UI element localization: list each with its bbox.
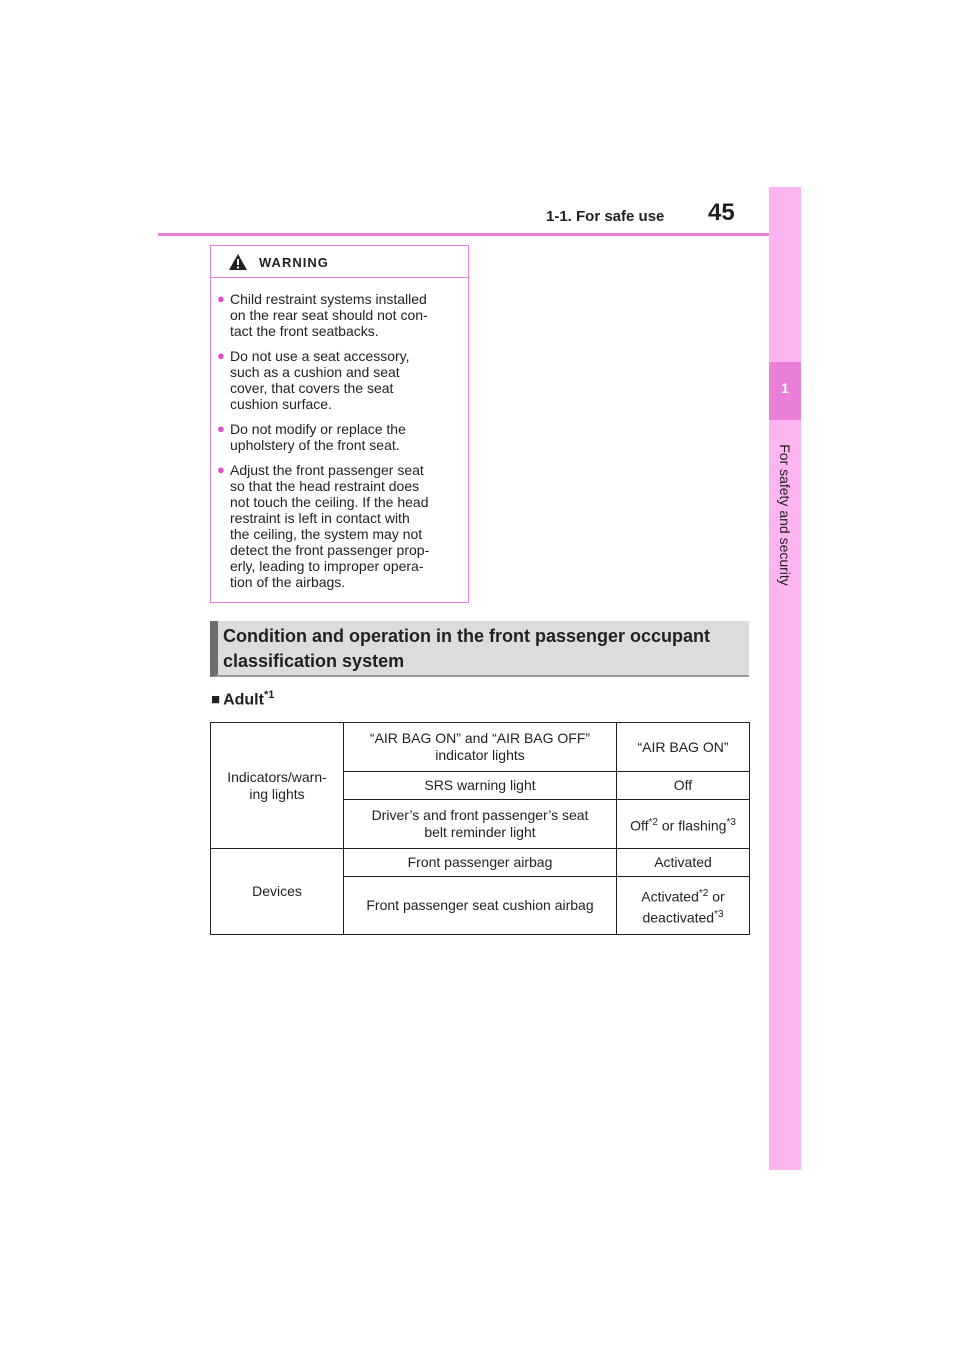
- warning-item: [217, 462, 460, 590]
- footnote-ref: *1: [263, 689, 275, 701]
- value-cell: Activated$^{*2}$ or deactivated$^{*3}$: [617, 877, 750, 935]
- subheading-label: Adult: [223, 691, 264, 709]
- value-text: or flashing: [657, 817, 727, 834]
- warning-item-text: Do not use a seat accessory, such as a cushion and seat cover, that covers the seat cushion surface.: [230, 348, 410, 412]
- warning-item-text: Adjust the front passenger seat so that the head restraint does not touch the ceiling. If the head restraint is left in contact with the ceiling, the system may not detect the front passenger prop- erly, leading to improper opera- tion of the airbags.: [230, 462, 430, 590]
- footnote-ref: *2: [698, 887, 709, 899]
- header-divider: [158, 233, 769, 236]
- page-number: 45: [708, 199, 735, 226]
- bullet-icon: ●: [217, 348, 225, 363]
- item-cell: Front passenger seat cushion airbag: [344, 877, 617, 935]
- warning-item-text: Do not modify or replace the upholstery of the front seat.: [230, 421, 406, 453]
- section-title: 1-1. For safe use: [546, 208, 665, 225]
- warning-item: [217, 421, 460, 453]
- value-cell: Activated: [617, 849, 750, 877]
- item-cell: “AIR BAG ON” and “AIR BAG OFF” indicator lights: [344, 723, 617, 772]
- adult-subheading: [211, 689, 274, 709]
- group-label: Indicators/warn- ing lights: [211, 723, 344, 849]
- section-heading: Condition and operation in the front passenger occupant classification system: [210, 621, 749, 677]
- item-cell: Front passenger airbag: [344, 849, 617, 877]
- value-text: Activated: [641, 888, 699, 905]
- warning-triangle-icon: [228, 253, 248, 271]
- footnote-ref: *3: [726, 816, 736, 828]
- warning-item: [217, 348, 460, 412]
- value-cell: Off: [617, 772, 750, 800]
- chapter-side-tab: [769, 187, 801, 1170]
- bullet-icon: ●: [217, 421, 225, 436]
- chapter-number: 1: [781, 380, 789, 396]
- bullet-icon: ●: [217, 462, 225, 477]
- item-cell: SRS warning light: [344, 772, 617, 800]
- warning-header: [211, 246, 468, 278]
- footnote-ref: *3: [714, 908, 724, 920]
- value-text: Off: [630, 817, 649, 834]
- warning-title: WARNING: [259, 255, 329, 270]
- table-row: [211, 849, 750, 877]
- value-cell: [617, 800, 750, 849]
- warning-item-text: Child restraint systems installed on the rear seat should not con- tact the front seatbacks.: [230, 291, 428, 339]
- warning-item: [217, 291, 460, 339]
- value-cell: “AIR BAG ON”: [617, 723, 750, 772]
- table-row: [211, 723, 750, 772]
- warning-box: [210, 245, 469, 603]
- footnote-ref: *2: [648, 816, 658, 828]
- occupant-classification-table: [210, 722, 750, 935]
- group-label: Devices: [211, 849, 344, 935]
- bullet-icon: ●: [217, 291, 225, 306]
- chapter-title: For safety and security: [777, 444, 793, 586]
- item-cell: Driver’s and front passenger’s seat belt reminder light: [344, 800, 617, 849]
- warning-list: [211, 278, 468, 590]
- square-bullet-icon: ■: [211, 691, 221, 709]
